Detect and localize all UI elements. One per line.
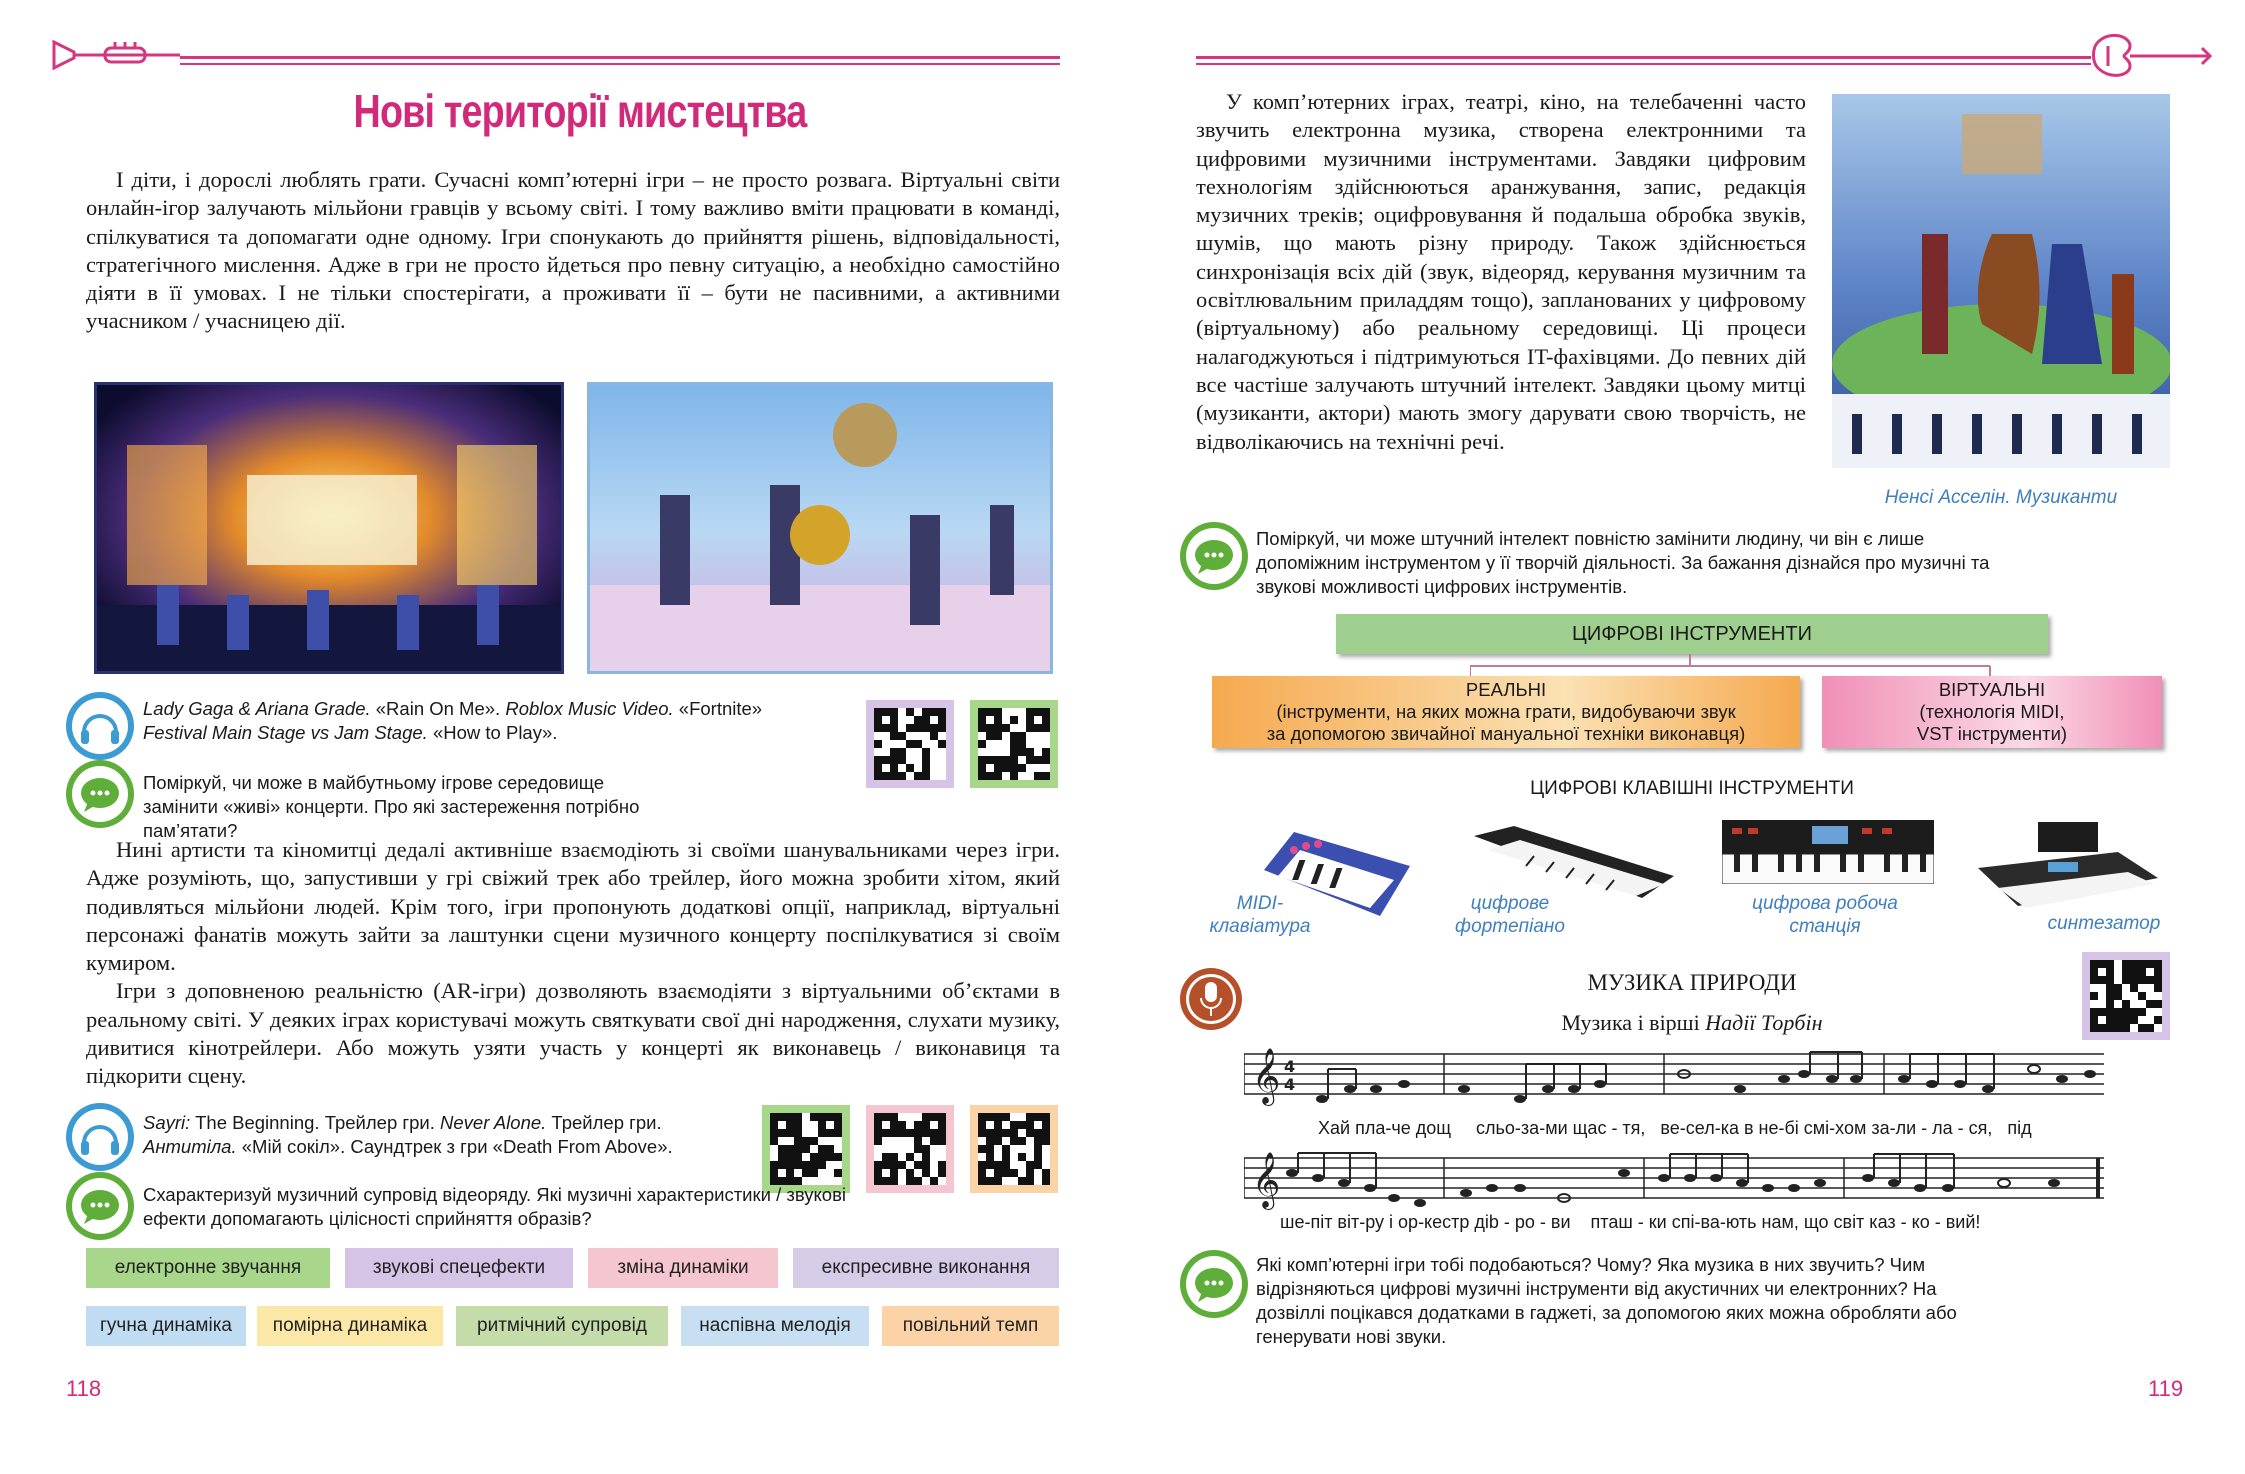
body-text: У комп’ютерних іграх, театрі, кіно, на телебаченні часто звучить електронна музика, створена електронними та цифровими музичними інструментами. Завдяки цифровим технологіям здійснюються аранжування, запис, редакція музичних треків; оцифровування й подальша обробка звуків, шумів, що мають різну природу. Також здійснюється синхронізація всіх дій (звук, відеоряд, керування музичним та освітлювальним приладдям тощо), запланованих у цифровому (віртуальному) або реальному середовищі. Ці процеси налагоджуються і підтримуються IT-фахівцями. До певних дій все частіше залучають штучний інтелект. Завдяки цьому митці (музиканти, актори) мають змогу дарувати свою творчість, не відволікаючись на технічні речі. (1196, 89, 1806, 454)
body-text: Ігри з доповненою реальністю (AR-ігри) дозволяють взаємодіяти з віртуальними об’єктами в реальному світі. У деяких іграх користувачі можуть святкувати свої дні народження, слухати музику, дивитися кінотрейлери. Або можуть узяти участь у концерті як виконавець / виконавиця та підкорити сцену. (86, 978, 1060, 1089)
tag: експресивне виконання (793, 1248, 1059, 1288)
page-number: 118 (66, 1376, 102, 1401)
diagram-real-title: РЕАЛЬНІ (1465, 679, 1547, 700)
chat-icon (1180, 1250, 1248, 1318)
diagram-virtual-title: ВІРТУАЛЬНІ (1938, 679, 2046, 700)
tag: гучна динаміка (86, 1306, 246, 1346)
header-rule-left (180, 56, 1060, 59)
diagram-virtual-desc: VST інструменти) (1916, 723, 2068, 744)
tag: звукові спецефекти (345, 1248, 573, 1288)
svg-text:𝄞: 𝄞 (1252, 1152, 1281, 1208)
page-title: Нові території мистецтва (353, 85, 807, 137)
song-title: МУЗИКА ПРИРОДИ (1587, 970, 1797, 995)
page-number: 119 (2148, 1376, 2184, 1401)
chat-icon (1180, 522, 1248, 590)
diagram-virtual-desc: (технологія MIDI, (1919, 701, 2065, 722)
keyboards-heading: ЦИФРОВІ КЛАВІШНІ ІНСТРУМЕНТИ (1530, 778, 1854, 799)
qr-code[interactable] (970, 700, 1058, 788)
chat-icon (66, 760, 134, 828)
violin-icon (2090, 26, 2215, 82)
musicians-painting (1832, 94, 2170, 468)
body-text: Нині артисти та кіномитці дедалі активніше взаємодіють зі своїми шанувальниками через ігри. Адже розуміють, що, запустивши у грі свіжий трек або трейлер, його можна зробити хітом, який подивляться мільйони людей. Крім того, ігри пропонують додаткові опції, наприклад, віртуальні персонажі фанатів можуть зайти за лаштунки сцени музичного концерту поспілкуватися зі своїм кумиром. (86, 837, 1060, 976)
diagram-real-box (1212, 676, 1800, 748)
qr-code[interactable] (2082, 952, 2170, 1040)
intro-text: І діти, і дорослі люблять грати. Сучасні комп’ютерні ігри – не просто розвага. Віртуальні світи онлайн-ігор залучають мільйони гравців у всьому світі. І тому важливо вміти працювати в команді, спілкуватися та допомагати одне одному. Ігри спонукають до прийняття рішень, відповідальності, стратегічного мислення. Адже в гри не просто йдеться про певну ситуацію, а необхідно самостійно діяти в її умовах. І не тільки спостерігати, а проживати її – бути не пасивними, а активними учасником / учасницею дії. (86, 167, 1060, 334)
instrument-caption: синтезатор (2047, 913, 2161, 934)
song-authors: Музика і вірші Надії Торбін (1561, 1010, 1823, 1035)
diagram-top-box (1336, 614, 2048, 654)
music-staff-1 (1244, 1044, 2104, 1114)
synthesizer-image (1978, 822, 2158, 920)
header-rule-right (1196, 56, 2091, 59)
trumpet-icon (50, 34, 185, 78)
lyrics-line-1: Хай пла-че дощ сльо-за-ми щас - тя, ве-сел-ка в не-бі смі-хом за-ли - ла - ся, під (1318, 1118, 2032, 1138)
question-text: Схарактеризуй музичний супровід відеоряду. Які музичні характеристики / звукові ефекти допомагають цілісності сприйняття образів? (143, 1184, 847, 1229)
qr-code[interactable] (762, 1105, 850, 1193)
diagram-top-label: ЦИФРОВІ ІНСТРУМЕНТИ (1572, 622, 1812, 645)
qr-code[interactable] (970, 1105, 1058, 1193)
diagram-virtual-box (1822, 676, 2162, 748)
video-caption-2: Sayri: The Beginning. Трейлер гри. Never Alone. Трейлер гри. Антитіла. «Мій сокіл». Саундтрек з гри «Death From Above». (143, 1112, 673, 1157)
instrument-caption: MIDI- клавіатура (1209, 893, 1311, 937)
qr-code[interactable] (866, 700, 954, 788)
painting-caption: Ненсі Асселін. Музиканти (1884, 487, 2118, 508)
roblox-concert-image (94, 382, 564, 674)
svg-text:4: 4 (1284, 1057, 1296, 1076)
video-caption-1: Lady Gaga & Ariana Grade. «Rain On Me». Roblox Music Video. «Fortnite» Festival Main Stage vs Jam Stage. «How to Play». (143, 698, 763, 743)
right-body-paragraph (1196, 88, 1806, 456)
headphones-icon (66, 692, 134, 760)
tag: електронне звучання (86, 1248, 330, 1288)
svg-text:4: 4 (1284, 1075, 1296, 1094)
tag: ритмічний супровід (456, 1306, 668, 1346)
question-text: Поміркуй, чи може штучний інтелект повністю замінити людину, чи він є лише допоміжним інструментом у її творчій діяльності. За бажання дізнайся про музичні та звукові можливості цифрових інструментів. (1256, 528, 1990, 597)
diagram-real-desc: (інструменти, на яких можна грати, видобуваючи звук (1276, 701, 1736, 722)
header-rule-left-2 (180, 63, 1060, 65)
tag: повільний темп (882, 1306, 1059, 1346)
music-staff-2 (1244, 1148, 2104, 1218)
question-text: Поміркуй, чи може в майбутньому ігрове середовище замінити «живі» концерти. Про які застереження потрібно пам’ятати? (143, 772, 640, 841)
tag: зміна динаміки (588, 1248, 778, 1288)
tag: помірна динаміка (257, 1306, 443, 1346)
instrument-caption: цифрове фортепіано (1455, 893, 1565, 937)
body-paragraph (86, 836, 1060, 1091)
header-rule-right-2 (1196, 63, 2091, 65)
diagram-real-desc: за допомогою звичайної мануальної техніки виконавця) (1266, 723, 1746, 744)
question-text: Які комп’ютерні ігри тобі подобаються? Чому? Яка музика в них звучить? Чим відрізняються цифрові музичні інструменти від акустичних чи електронних? На дозвіллі поцікався додатками в гаджеті, за допомогою яких можна обробляти або генерувати нові звуки. (1256, 1254, 1957, 1347)
intro-paragraph (86, 166, 1060, 336)
tag: наспівна мелодія (681, 1306, 869, 1346)
instrument-caption: цифрова робоча станція (1752, 893, 1898, 937)
fortnite-festival-image (587, 382, 1053, 674)
headphones-icon (66, 1103, 134, 1171)
lyrics-line-2: ше-піт віт-ру і ор-кестр дib - ро - ви пташ - ки спі-ва-ють нам, що світ каз - ко - вий! (1280, 1212, 1981, 1232)
workstation-image (1722, 820, 1934, 884)
svg-text:𝄞: 𝄞 (1252, 1048, 1281, 1104)
microphone-icon (1180, 968, 1242, 1030)
qr-code[interactable] (866, 1105, 954, 1193)
chat-icon (66, 1172, 134, 1240)
diagram-connectors (1470, 654, 2010, 678)
